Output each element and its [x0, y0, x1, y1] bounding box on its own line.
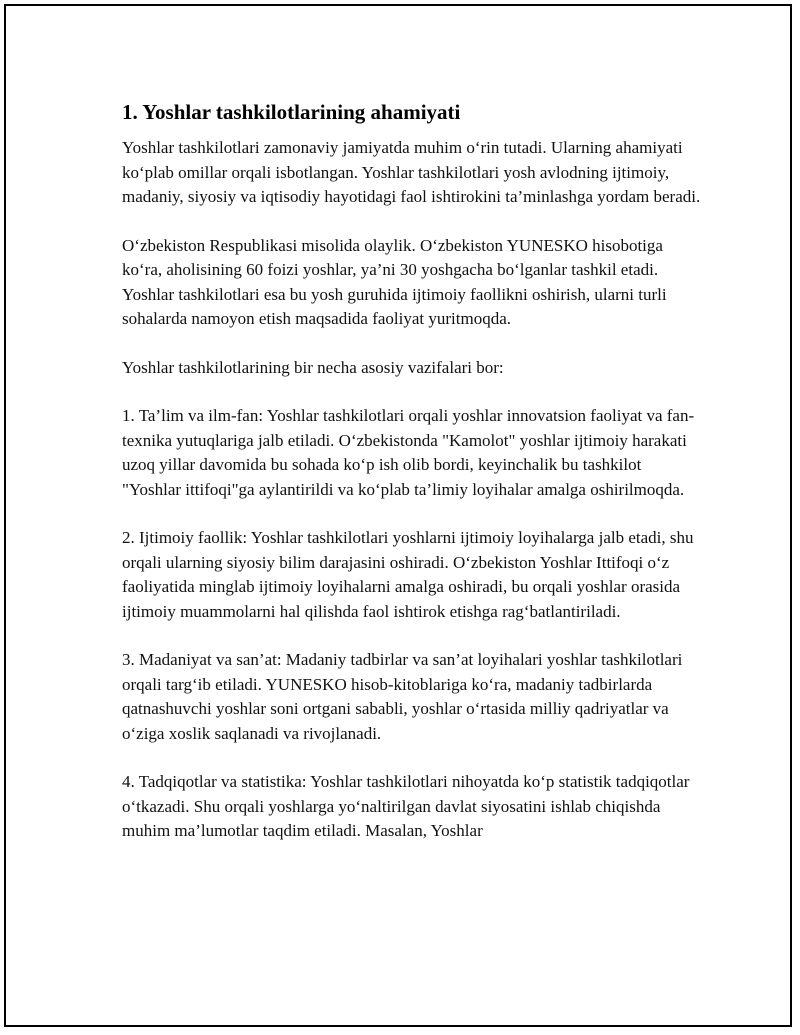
section-heading: 1. Yoshlar tashkilotlarining ahamiyati [122, 100, 461, 124]
document-body [122, 98, 702, 868]
paragraph-education: 1. Ta’lim va ilm-fan: Yoshlar tashkilotlari orqali yoshlar innovatsion faoliyat va fan-texnika yutuqlariga jalb etiladi. O‘zbekistonda "Kamolot" yoshlar ijtimoiy harakati uzoq yillar davomida bu sohada ko‘p ish olib bordi, keyinchalik bu tashkilot "Yoshlar ittifoqi"ga aylantirildi va ko‘plab ta’limiy loyihalar amalga oshirilmoqda. [122, 406, 695, 499]
page-frame [4, 4, 792, 1027]
paragraph-uzbekistan-example: O‘zbekiston Respublikasi misolida olaylik. O‘zbekiston YUNESKO hisobotiga ko‘ra, aholisining 60 foizi yoshlar, ya’ni 30 yoshgacha bo‘lganlar tashkil etadi. Yoshlar tashkilotlari esa bu yosh guruhida ijtimoiy faollikni oshirish, ularni turli sohalarda namoyon etish maqsadida faoliyat yuritmoqda. [122, 235, 667, 328]
paragraph-intro: Yoshlar tashkilotlari zamonaviy jamiyatda muhim o‘rin tutadi. Ularning ahamiyati ko‘plab omillar orqali isbotlangan. Yoshlar tashkilotlari yosh avlodning ijtimoiy, madaniy, siyosiy va iqtisodiy hayotidagi faol ishtirokini ta’minlashga yordam beradi. [122, 138, 701, 206]
paragraph-culture-art: 3. Madaniyat va san’at: Madaniy tadbirlar va san’at loyihalari yoshlar tashkilotlari orqali targ‘ib etiladi. YUNESKO hisob-kitoblariga ko‘ra, madaniy tadbirlarda qatnashuvchi yoshlar soni ortgani sababli, yoshlar o‘rtasida milliy qadriyatlar va o‘ziga xoslik saqlanadi va rivojlanadi. [122, 650, 683, 743]
paragraph-tasks-intro: Yoshlar tashkilotlarining bir necha asosiy vazifalari bor: [122, 357, 504, 377]
paragraph-research-statistics: 4. Tadqiqotlar va statistika: Yoshlar tashkilotlari nihoyatda ko‘p statistik tadqiqotlar o‘tkazadi. Shu orqali yoshlarga yo‘naltirilgan davlat siyosatini ishlab chiqishda muhim ma’lumotlar taqdim etiladi. Masalan, Yoshlar [122, 772, 690, 840]
paragraph-social-activity: 2. Ijtimoiy faollik: Yoshlar tashkilotlari yoshlarni ijtimoiy loyihalarga jalb etadi, shu orqali ularning siyosiy bilim darajasini oshiradi. O‘zbekiston Yoshlar Ittifoqi o‘z faoliyatida minglab ijtimoiy loyihalarni amalga oshiradi, bu orqali yoshlar orasida ijtimoiy muammolarni hal qilishda faol ishtirok etishga rag‘batlantiriladi. [122, 528, 694, 621]
